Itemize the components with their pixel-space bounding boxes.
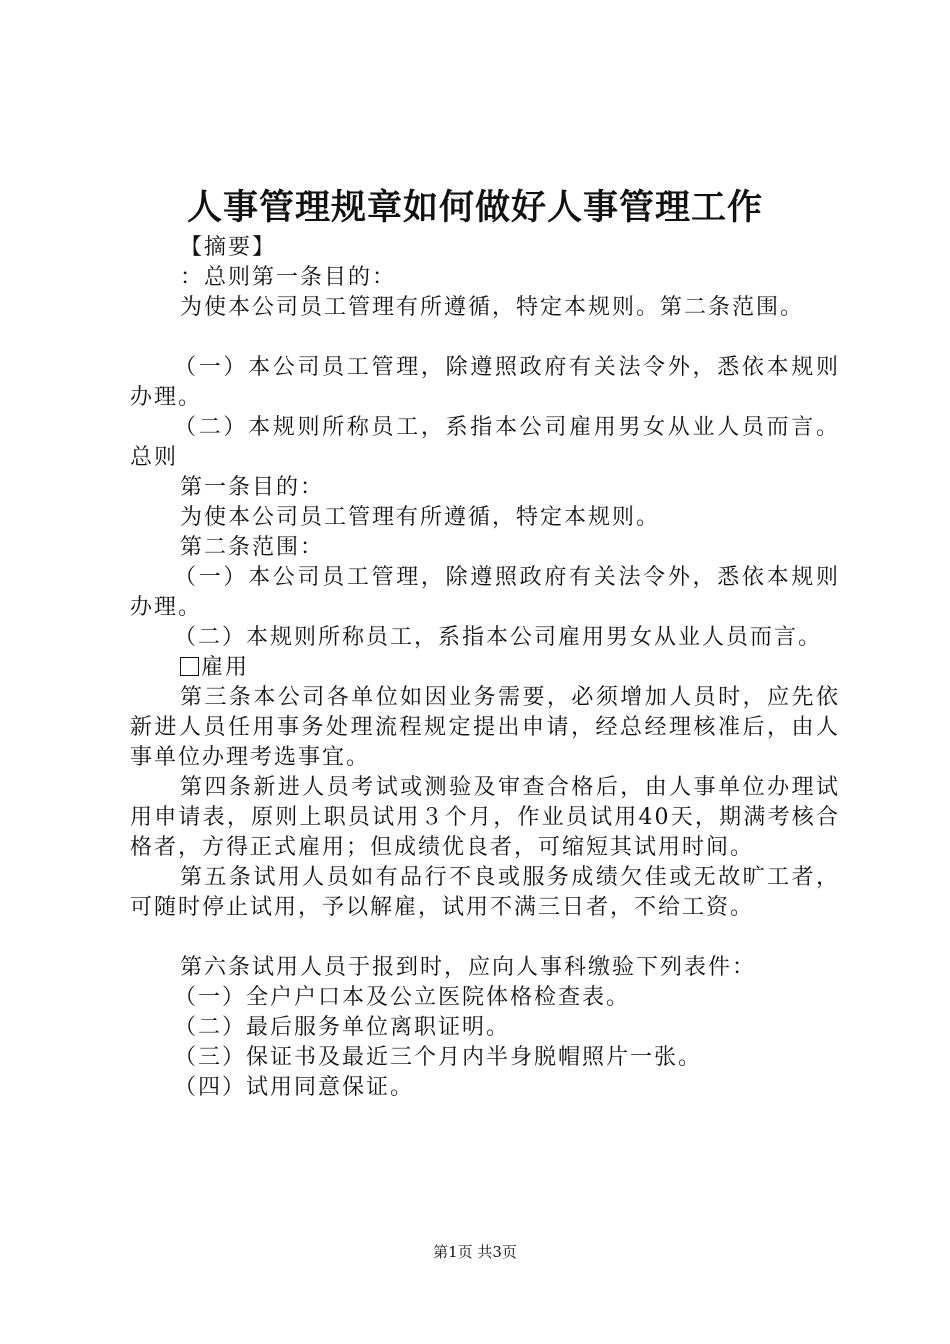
section-employment [130,653,840,683]
article-6-item: （三）保证书及最近三个月内半身脱帽照片一张。 [174,1045,703,1070]
article-6-item: （四）试用同意保证。 [174,1075,415,1100]
scope-item-1: （一）本公司员工管理，除遵照政府有关法令外，悉依本规则办理。 [130,355,840,410]
article-3: 第三条本公司各单位如因业务需要，必须增加人员时，应先依新进人员任用事务处理流程规定提出申请，经总经理核准后，由人事单位办理考选事宜。 [130,685,840,770]
article-4: 第四条新进人员考试或测验及审查合格后，由人事单位办理试用申请表，原则上职员试用３个月，作业员试用40天，期满考核合格者，方得正式雇用；但成绩优良者，可缩短其试用时间。 [130,775,840,860]
article-1-heading: 第一条目的： [180,475,325,500]
scope-item-1-repeat: （一）本公司员工管理，除遵照政府有关法令外，悉依本规则办理。 [130,565,840,620]
scope-item-2-repeat: （二）本规则所称员工，系指本公司雇用男女从业人员而言。 [174,625,823,650]
summary-heading: 【摘要】 [180,235,277,260]
checkbox-square-icon [180,657,199,676]
article-6-item: （一）全户户口本及公立医院体格检查表。 [174,985,631,1010]
section-employment-label: 雇用 [201,655,250,680]
summary-line: ：总则第一条目的： [180,265,397,290]
page-footer: 第1页 共3页 [433,1243,517,1261]
article-6: 第六条试用人员于报到时，应向人事科缴验下列表件： [180,955,757,980]
document-title: 人事管理规章如何做好人事管理工作 [186,187,763,228]
paragraph-spacer [130,923,840,953]
article-5: 第五条试用人员如有品行不良或服务成绩欠佳或无故旷工者，可随时停止试用，予以解雇，试用不满三日者，不给工资。 [130,865,840,920]
article-6-item: （二）最后服务单位离职证明。 [174,1015,511,1040]
intro-paragraph: 为使本公司员工管理有所遵循，特定本规则。第二条范围。 [180,295,805,320]
scope-item-2: （二）本规则所称员工，系指本公司雇用男女从业人员而言。总则 [130,415,840,470]
paragraph-spacer [130,323,840,353]
document-body [130,233,840,1103]
article-1-text: 为使本公司员工管理有所遵循，特定本规则。 [180,505,661,530]
article-2-heading: 第二条范围： [180,535,325,560]
